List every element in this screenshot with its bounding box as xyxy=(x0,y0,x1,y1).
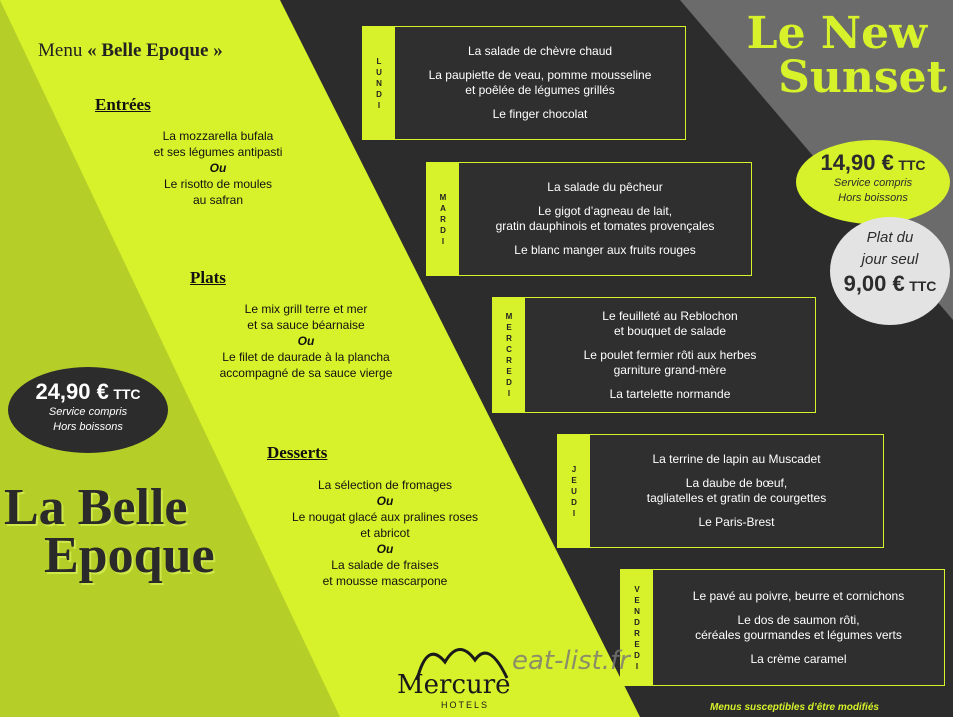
day-letter: I xyxy=(507,389,511,398)
day-letter: R xyxy=(634,628,640,638)
day-label-mercredi xyxy=(493,298,525,412)
dish-item: Le dos de saumon rôti, céréales gourmandes et légumes verts xyxy=(695,612,902,642)
day-letter: C xyxy=(506,345,512,354)
day-box-lundi xyxy=(362,26,686,140)
day-letter: I xyxy=(572,508,576,518)
entrees-list: La mozzarella bufala et ses légumes antipasti Ou Le risotto de moules au safran xyxy=(153,129,283,207)
dish-item: La daube de bœuf, tagliatelles et gratin de courgettes xyxy=(646,476,827,505)
day-letter: I xyxy=(441,236,445,246)
watermark: eat-list.fr xyxy=(512,646,630,676)
plat-du-jour-badge: Plat du jour seul 9,00 € TTC xyxy=(830,217,950,325)
day-letter: R xyxy=(506,334,512,343)
menu-title: Menu « Belle Epoque » xyxy=(38,40,223,61)
dish-item: La paupiette de veau, pomme mousseline et poêlée de légumes grillés xyxy=(428,68,652,97)
day-letter: D xyxy=(634,650,640,660)
dish-item: Le feuilleté au Reblochon et bouquet de salade xyxy=(602,308,738,338)
belle-epoque-price-badge: 24,90 € TTC Service compris Hors boissons xyxy=(8,367,168,453)
desserts-list: La sélection de fromages Ou Le nougat glacé aux pralines roses et abricot Ou La salade de fraises et mousse mascarpone xyxy=(291,478,479,588)
dish-item: Le pavé au poivre, beurre et cornichons xyxy=(692,588,905,603)
plats-list: Le mix grill terre et mer et sa sauce béarnaise Ou Le filet de daurade à la plancha accompagné de sa sauce vierge xyxy=(219,302,393,380)
dish-item: Le finger chocolat xyxy=(492,107,588,121)
plats-heading: Plats xyxy=(190,268,226,287)
la-belle-epoque-title: La Belle Epoque xyxy=(4,479,215,584)
entrees-heading: Entrées xyxy=(95,95,151,114)
dish-item: La crème caramel xyxy=(750,651,847,666)
dish-item: La tartelette normande xyxy=(609,386,731,401)
dish-item: Le poulet fermier rôti aux herbes garniture grand-mère xyxy=(583,347,757,377)
day-label-lundi xyxy=(363,27,395,139)
dish-item: La salade du pêcheur xyxy=(547,180,663,194)
mercure-hotels-logo: Mercure HOTELS xyxy=(397,640,537,712)
day-box-mercredi xyxy=(492,297,816,413)
day-letter: I xyxy=(635,661,639,671)
dish-item: Le Paris-Brest xyxy=(698,515,775,529)
day-letter: N xyxy=(376,78,382,88)
day-letter: A xyxy=(440,203,446,213)
day-letter: D xyxy=(376,89,382,99)
dish-item: Le blanc manger aux fruits rouges xyxy=(514,243,696,257)
day-letter: M xyxy=(505,312,513,321)
day-letter: R xyxy=(440,214,446,224)
menus-modifiables-note: Menus susceptibles d’être modifiés xyxy=(710,702,879,713)
day-letter: E xyxy=(634,639,640,649)
day-letter: R xyxy=(506,356,512,365)
day-letter: U xyxy=(571,486,577,496)
dish-item: Le gigot d’agneau de lait, gratin dauphinois et tomates provençales xyxy=(495,204,715,233)
day-box-jeudi xyxy=(557,434,884,548)
day-letter: E xyxy=(634,595,640,605)
day-letter: I xyxy=(377,100,381,110)
day-letter: V xyxy=(634,584,640,594)
new-sunset-price-badge: 14,90 € TTC Service compris Hors boissons xyxy=(796,140,950,224)
day-letter: N xyxy=(634,606,640,616)
day-letter: E xyxy=(571,475,577,485)
dish-item: La terrine de lapin au Muscadet xyxy=(652,452,821,466)
day-letter: E xyxy=(506,323,512,332)
desserts-heading: Desserts xyxy=(267,443,328,462)
day-letter: D xyxy=(506,378,512,387)
day-letter: E xyxy=(506,367,512,376)
dish-item: La salade de chèvre chaud xyxy=(467,44,613,58)
day-label-jeudi xyxy=(558,435,590,547)
day-letter: J xyxy=(571,464,577,474)
day-letter: D xyxy=(634,617,640,627)
day-letter: L xyxy=(376,56,382,66)
day-letter: D xyxy=(440,225,446,235)
day-letter: U xyxy=(376,67,382,77)
day-box-vendredi xyxy=(620,569,945,686)
day-letter: M xyxy=(439,192,447,202)
day-letter: D xyxy=(571,497,577,507)
le-new-sunset-title: Le New Sunset xyxy=(746,8,947,103)
day-label-mardi xyxy=(427,163,459,275)
day-box-mardi xyxy=(426,162,752,276)
